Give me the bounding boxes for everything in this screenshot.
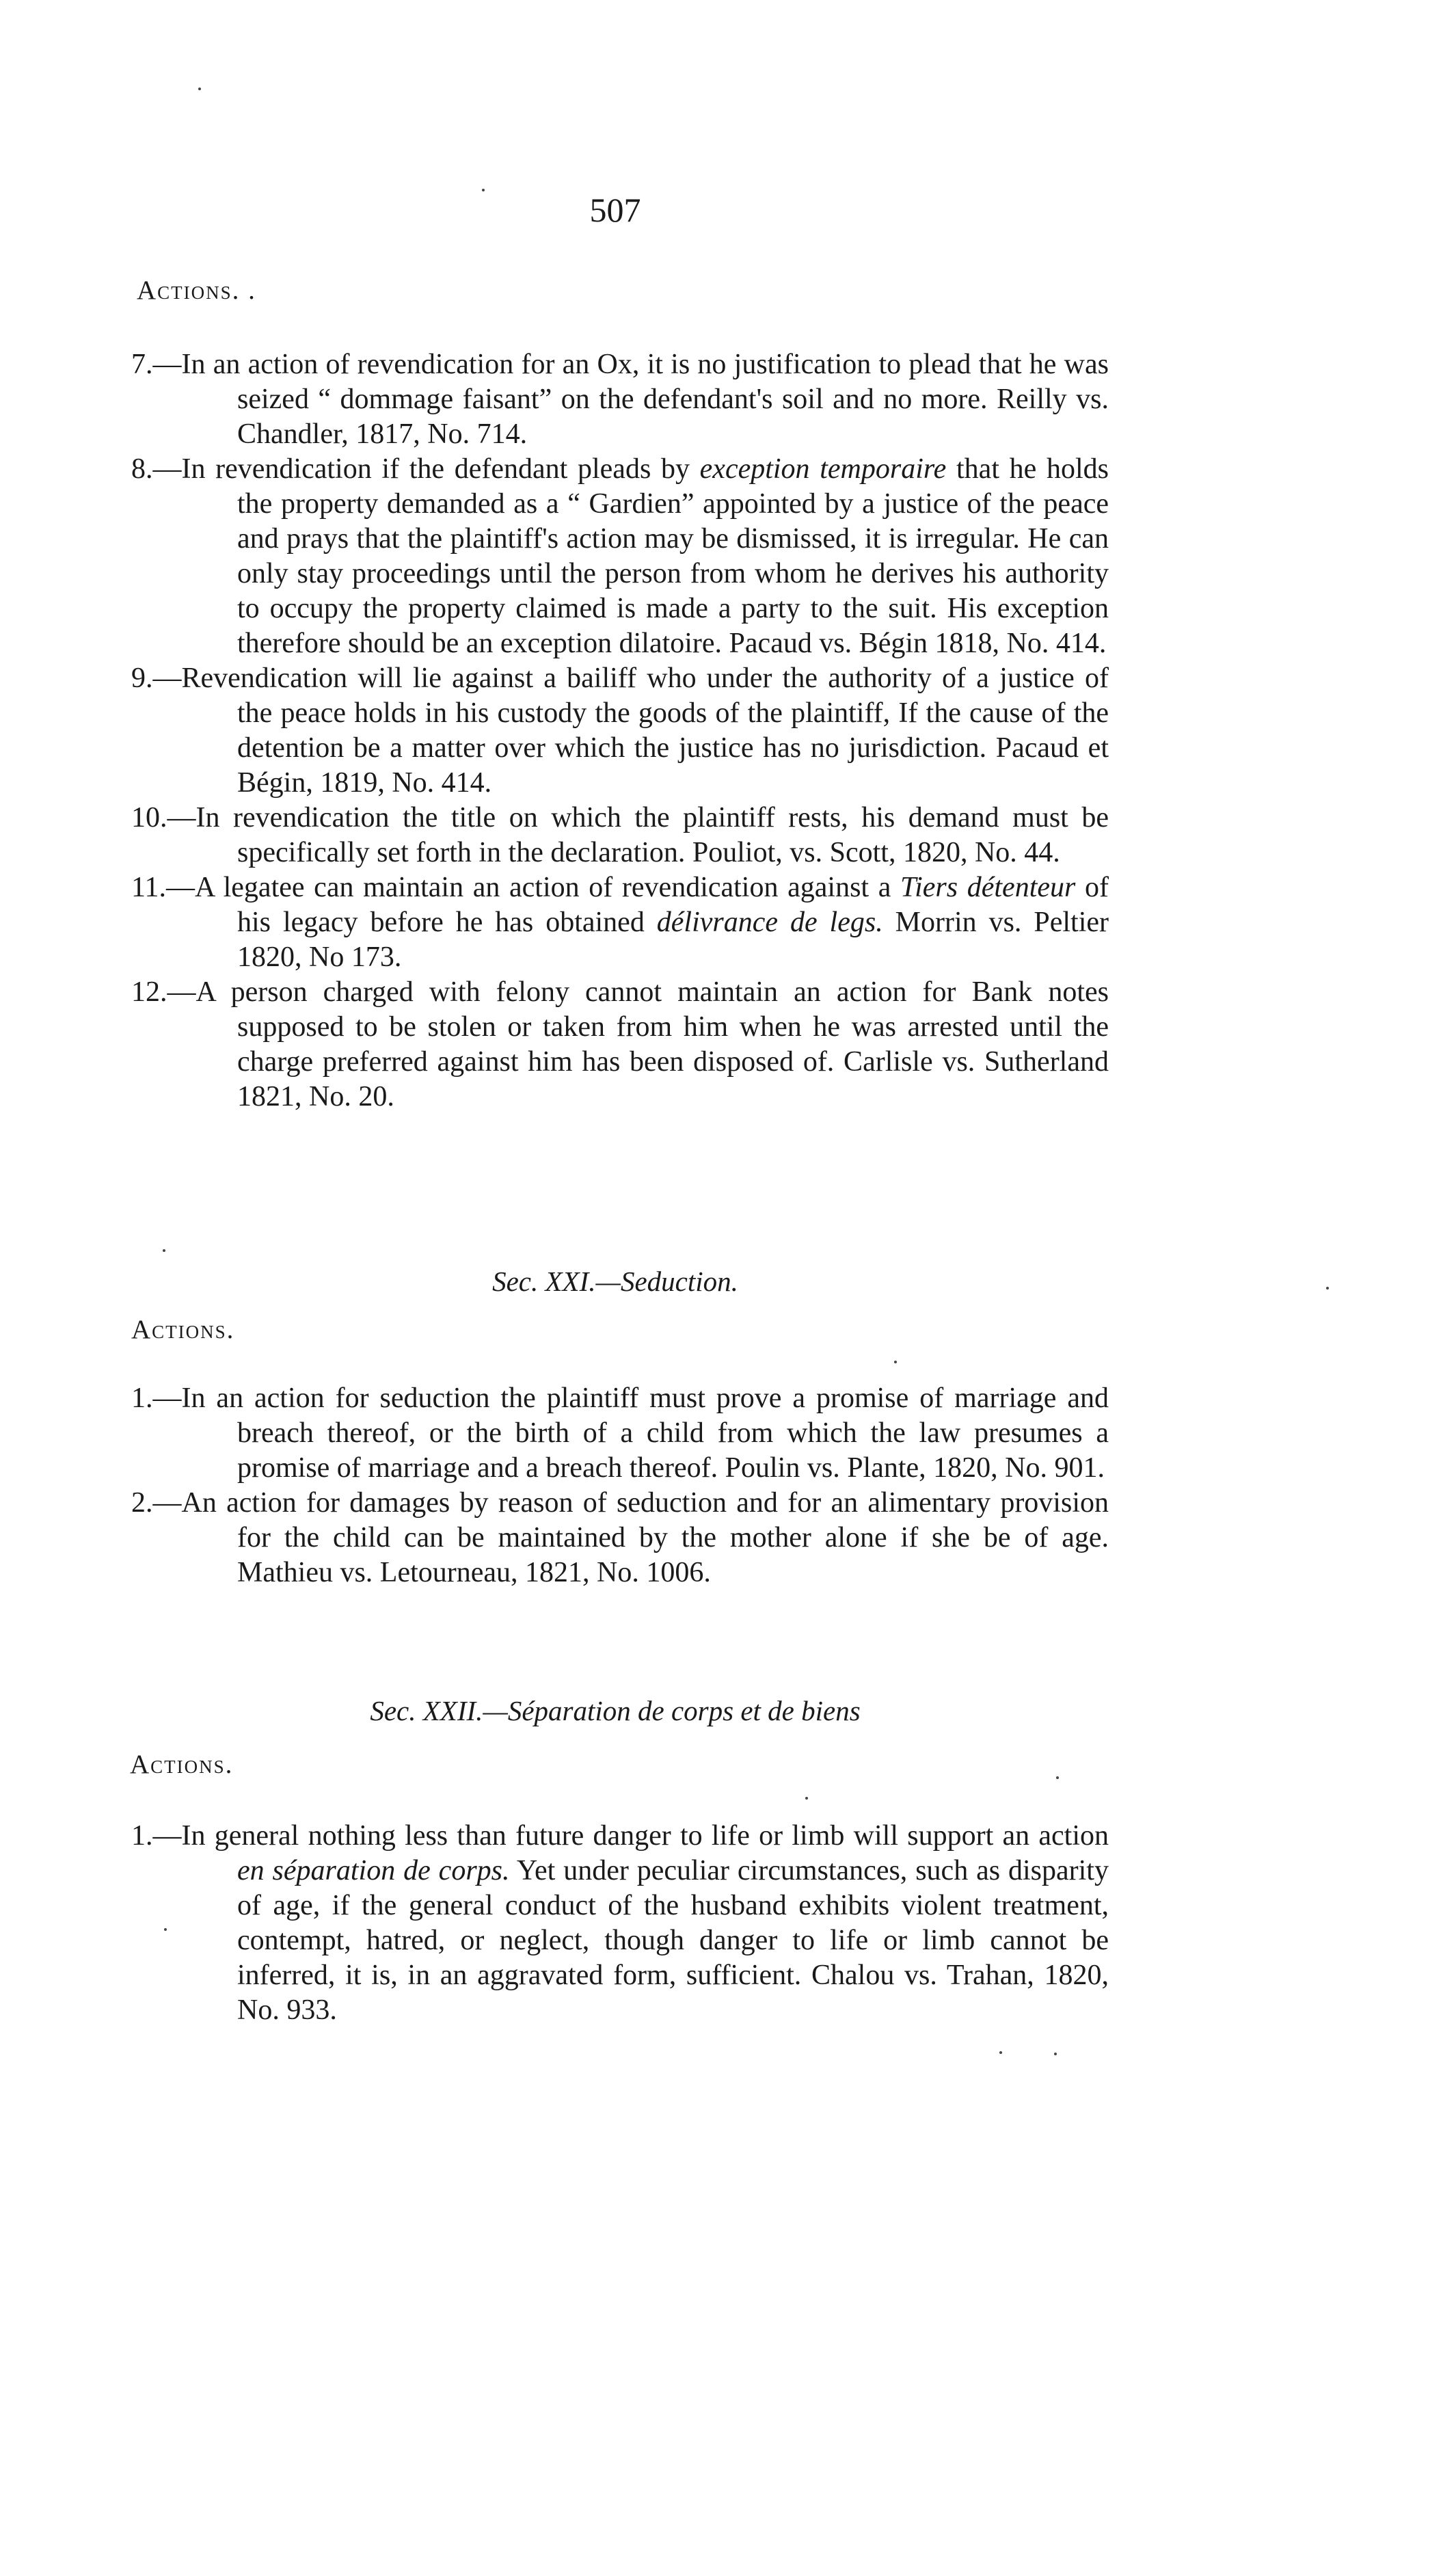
entry-italic-text: délivrance de legs. (656, 907, 883, 938)
entry-italic-text: Tiers détenteur (900, 872, 1076, 903)
scan-speck (482, 189, 485, 191)
entry-italic-text: en séparation de corps. (237, 1855, 510, 1886)
entry-text: An action for damages by reason of seduction and for an alimentary provision for the child can be maintained by the mother alone if she be of age. Mathieu vs. Letourneau, 1821, No. 1006. (181, 1487, 1109, 1588)
section-title-italic: Seduction. (620, 1266, 738, 1297)
entries-section-1 (131, 347, 1109, 1114)
entry-number: 10.— (131, 802, 196, 833)
scan-speck (805, 1797, 808, 1800)
entry-text: Morrin vs. Peltier 1820, No 173. (237, 907, 1109, 973)
scan-speck (164, 1928, 167, 1931)
section-title-separation (0, 1694, 1230, 1727)
entry-text: In revendication if the defendant pleads by (181, 453, 700, 485)
entry-text: A legatee can maintain an action of revendication against a (194, 872, 901, 903)
entry-2 (131, 1486, 1109, 1590)
section-title-prefix: Sec. XXII.— (370, 1695, 508, 1726)
entry-number: 8.— (131, 453, 182, 485)
section-title-seduction (0, 1265, 1230, 1298)
entry-8 (131, 452, 1109, 661)
section-title-prefix: Sec. XXI.— (492, 1266, 621, 1297)
entry-number: 12.— (131, 976, 196, 1008)
entry-number: 7.— (131, 349, 182, 380)
entry-text: In general nothing less than future danger to life or limb will support an action (181, 1820, 1109, 1852)
heading-actions-2: Actions. (131, 1315, 235, 1344)
entry-number: 2.— (131, 1487, 182, 1519)
entry-9 (131, 661, 1109, 801)
scan-speck (1054, 2053, 1057, 2055)
entry-10 (131, 801, 1109, 870)
scan-speck (163, 1249, 165, 1252)
entry-text: In an action of revendication for an Ox, it is no justification to plead that he was seized “ dommage faisant” on the defendant's soil and no more. Reilly vs. Chandler, 1817, No. 714. (181, 349, 1109, 450)
entry-1 (131, 1819, 1109, 2028)
entry-text: In revendication the title on which the plaintiff rests, his demand must be specifically set forth in the declaration. Pouliot, vs. Scott, 1820, No. 44. (196, 802, 1109, 868)
scan-speck (1326, 1287, 1329, 1290)
section-title-italic: Séparation de corps et de biens (507, 1695, 861, 1726)
entry-text: A person charged with felony cannot maintain an action for Bank notes supposed to be stolen or taken from him when he was arrested until the charge preferred against him has been disposed of. Carlisle vs. Sutherland 1821, No. 20. (196, 976, 1109, 1112)
heading-actions-3: Actions. (130, 1750, 234, 1779)
entries-section-3 (131, 1819, 1109, 2028)
page-number: 507 (589, 191, 641, 229)
scan-speck (1056, 1776, 1059, 1779)
entry-text: In an action for seduction the plaintiff must prove a promise of marriage and breach thereof, or the birth of a child from which the law presumes a promise of marriage and a breach thereof. Poulin vs. Plante, 1820, No. 901. (181, 1383, 1109, 1484)
scan-speck (894, 1361, 897, 1363)
entry-number: 1.— (131, 1383, 182, 1414)
entry-11 (131, 870, 1109, 975)
entry-text: that he holds the property demanded as a “ Gardien” appointed by a justice of the peace and prays that the plaintiff's action may be dismissed, it is irregular. He can only stay proceedings until the person from whom he derives his authority to occupy the property claimed is made a party to the suit. His exception therefore should be an exception dilatoire. Pacaud vs. Bégin 1818, No. 414. (237, 453, 1109, 659)
entry-12 (131, 975, 1109, 1114)
entry-text: of his legacy before he has obtained (237, 872, 1109, 938)
scan-speck (198, 88, 201, 90)
entry-text: Revendication will lie against a bailiff who under the authority of a justice of the peace holds in his custody the goods of the plaintiff, If the cause of the detention be a matter over which the justice has no jurisdiction. Pacaud et Bégin, 1819, No. 414. (181, 663, 1109, 799)
entries-section-2 (131, 1381, 1109, 1590)
entry-7 (131, 347, 1109, 452)
scan-speck (999, 2051, 1002, 2054)
entry-italic-text: exception temporaire (699, 453, 947, 485)
heading-actions-1: Actions. . (137, 276, 256, 305)
entry-number: 1.— (131, 1820, 182, 1852)
entry-number: 9.— (131, 663, 182, 694)
entry-1 (131, 1381, 1109, 1486)
entry-text: Yet under peculiar circumstances, such as disparity of age, if the general conduct of the husband exhibits violent treatment, contempt, hatred, or neglect, though danger to life or limb cannot be inferred, it is, in an aggravated form, sufficient. Chalou vs. Trahan, 1820, No. 933. (237, 1855, 1109, 2026)
entry-number: 11.— (131, 872, 195, 903)
